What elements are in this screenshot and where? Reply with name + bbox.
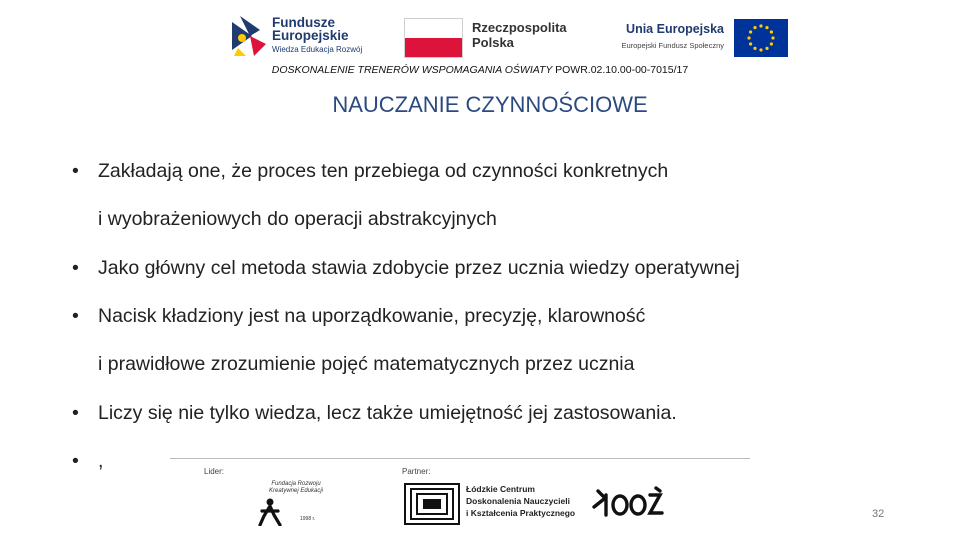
eu-flag-icon — [734, 19, 788, 57]
unia-europejska-title: Unia Europejska — [626, 22, 724, 36]
partner-label: Partner: — [402, 467, 431, 476]
slide-title: NAUCZANIE CZYNNOŚCIOWE — [332, 92, 648, 117]
fundusze-europejskie-logo-icon — [232, 14, 266, 58]
fundusze-europejskie-name: Fundusze Europejskie — [272, 15, 349, 43]
polish-flag-icon — [404, 18, 463, 58]
fundusze-europejskie-subtitle: Wiedza Edukacja Rozwój — [272, 45, 363, 54]
lider-label: Lider: — [204, 467, 225, 476]
page-number: 32 — [872, 508, 885, 520]
fundacja-name: Fundacja Rozwoju Kreatywnej Edukacji — [268, 481, 324, 494]
lcdnikp-logo-icon — [404, 483, 460, 525]
fundacja-logo-icon — [258, 498, 282, 526]
bullet-item: • Liczy się nie tylko wiedza, lecz także umiejętność jej zastosowania. — [72, 402, 677, 424]
bullet-list — [72, 160, 922, 472]
bullet-icon: • — [72, 305, 79, 327]
bullet-item: • Zakładają one, że proces ten przebiega od czynności konkretnych — [72, 160, 669, 182]
bullet-icon: • — [72, 402, 79, 424]
bullet-icon: • — [72, 257, 79, 279]
lodz-city-logo-icon — [590, 485, 666, 521]
bullet-continuation: i prawidłowe zrozumienie pojęć matematycznych przez ucznia — [98, 353, 635, 375]
bullet-item: • Jako główny cel metoda stawia zdobycie przez ucznia wiedzy operatywnej — [72, 257, 740, 279]
rzeczpospolita-polska-name: Rzeczpospolita Polska — [472, 20, 567, 50]
bullet-icon: • — [72, 160, 79, 182]
fundacja-year: 1998 r. — [300, 516, 316, 522]
bullet-item: • Nacisk kładziony jest na uporządkowanie, precyzję, klarowność — [72, 305, 646, 327]
project-line: DOSKONALENIE TRENERÓW WSPOMAGANIA OŚWIATY POWR.02.10.00-00-7015/17 — [271, 64, 689, 76]
footer-divider — [170, 458, 750, 459]
lcdnikp-name: Łódzkie Centrum Doskonalenia Nauczycieli i Kształcenia Praktycznego — [466, 484, 576, 518]
bullet-item: • , — [72, 450, 104, 472]
bullet-continuation: i wyobrażeniowych do operacji abstrakcyjnych — [98, 208, 497, 230]
bullet-icon: • — [72, 450, 79, 472]
efs-subtitle: Europejski Fundusz Społeczny — [621, 41, 724, 50]
